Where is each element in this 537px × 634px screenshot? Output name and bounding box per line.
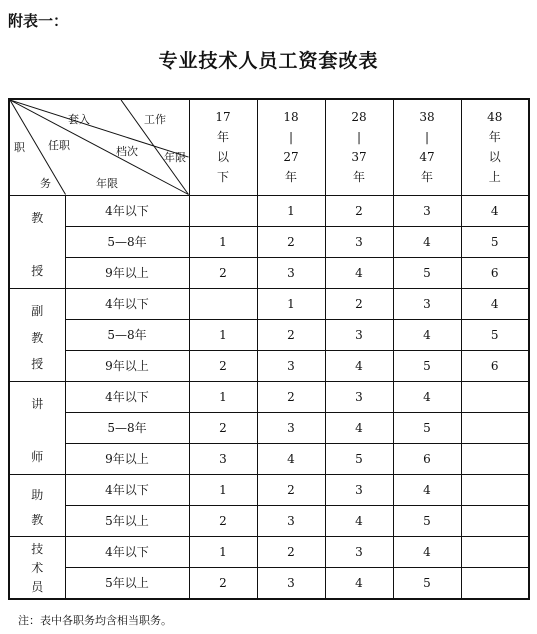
grade-cell: 1	[189, 226, 257, 257]
grade-cell: 3	[325, 319, 393, 350]
grade-cell: 2	[257, 474, 325, 505]
header-nian-xian-top: 年限	[164, 151, 186, 164]
grade-cell: 2	[189, 505, 257, 536]
header-wu: 务	[40, 177, 51, 190]
grade-cell: 3	[257, 567, 325, 599]
grade-cell: 2	[257, 226, 325, 257]
grade-cell: 2	[257, 319, 325, 350]
grade-cell: 4	[393, 381, 461, 412]
grade-cell	[461, 567, 529, 599]
grade-cell: 3	[189, 443, 257, 474]
grade-cell: 2	[189, 412, 257, 443]
table-row	[9, 195, 529, 226]
grade-cell: 4	[461, 195, 529, 226]
grade-cell: 6	[461, 350, 529, 381]
table-row	[9, 350, 529, 381]
header-dang-ci: 档次	[116, 145, 138, 158]
grade-cell: 5	[393, 505, 461, 536]
header-nian-xian-bottom: 年限	[96, 177, 118, 190]
grade-cell	[189, 288, 257, 319]
tenure-cell: 4年以下	[65, 195, 189, 226]
grade-cell: 3	[393, 288, 461, 319]
grade-cell: 3	[393, 195, 461, 226]
grade-cell: 1	[257, 288, 325, 319]
year-col-header: 48 年 以 上	[461, 99, 529, 195]
grade-cell: 4	[257, 443, 325, 474]
grade-cell: 4	[461, 288, 529, 319]
grade-cell: 2	[189, 257, 257, 288]
grade-cell: 4	[325, 350, 393, 381]
grade-cell: 3	[257, 412, 325, 443]
header-tao-ru: 套入	[68, 113, 90, 126]
post-cell: 助 教	[9, 474, 65, 536]
footnote: 注：表中各职务均含相当职务。	[18, 614, 172, 627]
tenure-cell: 5—8年	[65, 412, 189, 443]
grade-cell: 1	[189, 319, 257, 350]
tenure-cell: 4年以下	[65, 474, 189, 505]
grade-cell: 1	[189, 536, 257, 567]
header-ren-zhi: 任职	[48, 139, 70, 152]
grade-cell: 5	[461, 319, 529, 350]
grade-cell: 2	[325, 195, 393, 226]
tenure-cell: 4年以下	[65, 288, 189, 319]
year-col-header: 28 | 37 年	[325, 99, 393, 195]
grade-cell: 3	[257, 257, 325, 288]
grade-cell	[461, 505, 529, 536]
year-col-header: 17 年 以 下	[189, 99, 257, 195]
grade-cell: 2	[257, 536, 325, 567]
grade-cell	[461, 474, 529, 505]
grade-cell: 2	[325, 288, 393, 319]
table-row	[9, 319, 529, 350]
post-cell: 教 授	[9, 195, 65, 288]
header-zhi: 职	[14, 141, 25, 154]
post-cell: 讲 师	[9, 381, 65, 474]
grade-cell: 4	[393, 474, 461, 505]
grade-cell	[461, 381, 529, 412]
post-cell: 副 教 授	[9, 288, 65, 381]
grade-cell: 6	[461, 257, 529, 288]
table-row	[9, 412, 529, 443]
table-row	[9, 567, 529, 599]
appendix-label: 附表一：	[8, 12, 69, 30]
salary-conversion-table	[8, 98, 530, 600]
grade-cell: 5	[393, 350, 461, 381]
grade-cell: 4	[393, 226, 461, 257]
grade-cell: 5	[393, 412, 461, 443]
grade-cell	[461, 412, 529, 443]
grade-cell: 1	[189, 474, 257, 505]
tenure-cell: 9年以上	[65, 350, 189, 381]
grade-cell	[189, 195, 257, 226]
grade-cell: 1	[189, 381, 257, 412]
header-gong-zuo: 工作	[144, 113, 166, 126]
table-row	[9, 536, 529, 567]
table-row	[9, 474, 529, 505]
grade-cell: 4	[393, 536, 461, 567]
tenure-cell: 4年以下	[65, 536, 189, 567]
tenure-cell: 9年以上	[65, 443, 189, 474]
post-cell: 技 术 员	[9, 536, 65, 599]
grade-cell	[461, 443, 529, 474]
grade-cell: 5	[461, 226, 529, 257]
grade-cell: 4	[325, 257, 393, 288]
grade-cell	[461, 536, 529, 567]
header-row	[9, 99, 529, 195]
grade-cell: 3	[325, 226, 393, 257]
grade-cell: 5	[325, 443, 393, 474]
table-row	[9, 288, 529, 319]
grade-cell: 4	[325, 505, 393, 536]
tenure-cell: 9年以上	[65, 257, 189, 288]
grade-cell: 1	[257, 195, 325, 226]
tenure-cell: 5—8年	[65, 226, 189, 257]
tenure-cell: 4年以下	[65, 381, 189, 412]
table-row	[9, 381, 529, 412]
grade-cell: 2	[189, 567, 257, 599]
table-row	[9, 226, 529, 257]
table-row	[9, 443, 529, 474]
table-row	[9, 505, 529, 536]
grade-cell: 3	[325, 536, 393, 567]
tenure-cell: 5年以上	[65, 505, 189, 536]
grade-cell: 3	[257, 505, 325, 536]
grade-cell: 2	[189, 350, 257, 381]
grade-cell: 4	[325, 412, 393, 443]
grade-cell: 3	[257, 350, 325, 381]
tenure-cell: 5—8年	[65, 319, 189, 350]
grade-cell: 6	[393, 443, 461, 474]
header-corner-cell	[9, 99, 189, 195]
grade-cell: 3	[325, 474, 393, 505]
table-title: 专业技术人员工资套改表	[158, 50, 379, 72]
grade-cell: 5	[393, 567, 461, 599]
grade-cell: 4	[393, 319, 461, 350]
grade-cell: 2	[257, 381, 325, 412]
grade-cell: 5	[393, 257, 461, 288]
grade-cell: 3	[325, 381, 393, 412]
tenure-cell: 5年以上	[65, 567, 189, 599]
year-col-header: 18 | 27 年	[257, 99, 325, 195]
year-col-header: 38 | 47 年	[393, 99, 461, 195]
table-row	[9, 257, 529, 288]
grade-cell: 4	[325, 567, 393, 599]
